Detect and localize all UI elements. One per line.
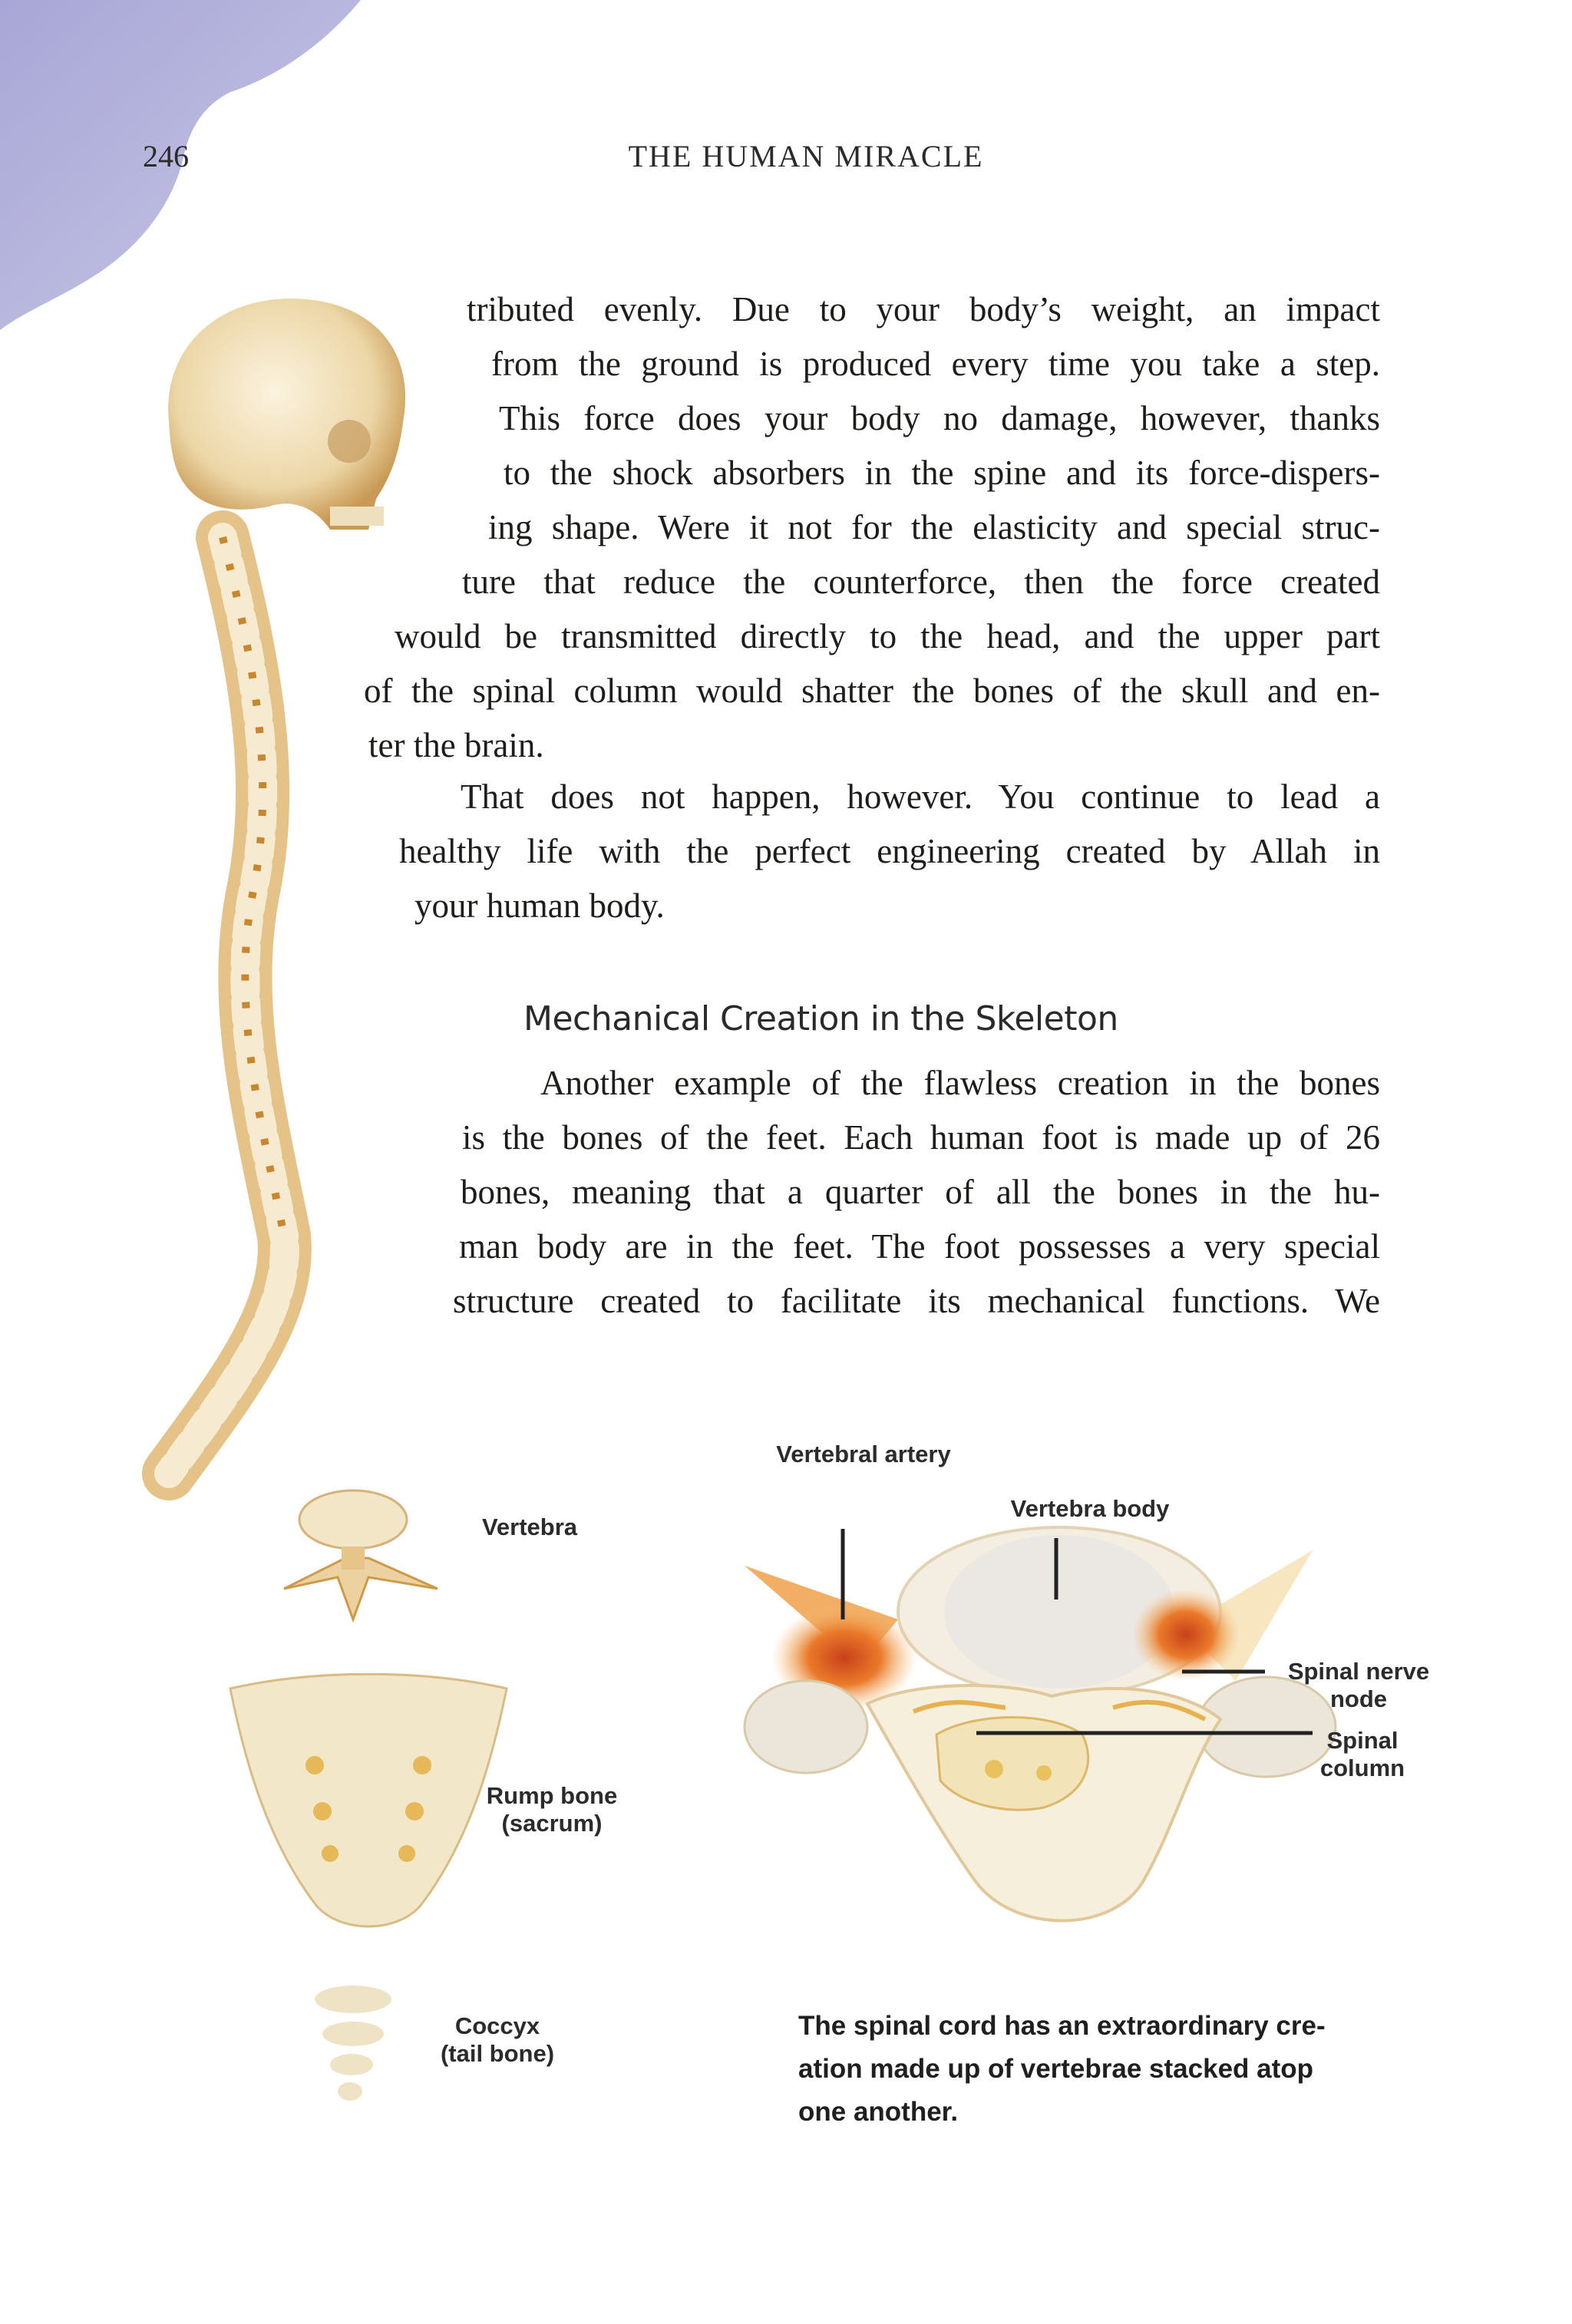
text-line: man body are in the feet. The foot possesses a very special (459, 1227, 1380, 1266)
label-line: (sacrum) (501, 1810, 603, 1837)
label-line: Rump bone (486, 1782, 618, 1809)
label-line: Spinal (1326, 1727, 1399, 1754)
label-line: column (1319, 1755, 1405, 1781)
page-number: 246 (143, 139, 189, 173)
text-line: structure created to facilitate its mechanical functions. We (453, 1282, 1380, 1320)
running-title: THE HUMAN MIRACLE (628, 139, 984, 173)
label-spinal-column (1305, 1727, 1420, 1782)
text-line: ter the brain. (368, 726, 544, 764)
label-vertebra-body: Vertebra body (1010, 1495, 1170, 1522)
label-vertebra: Vertebra (481, 1514, 578, 1540)
label-line: Coccyx (454, 2012, 540, 2039)
text-line: That does not happen, however. You continue to lead a (461, 777, 1380, 816)
text-line: Another example of the flawless creation in the bones (540, 1064, 1380, 1102)
label-line: Spinal nerve (1287, 1658, 1430, 1685)
caption-line: ation made up of vertebrae stacked atop (798, 2054, 1314, 2084)
text-line: ing shape. Were it not for the elasticity and special struc- (488, 508, 1380, 546)
label-rump-bone (471, 1782, 632, 1837)
text-line: This force does your body no damage, however, thanks (499, 399, 1380, 437)
section-subheading: Mechanical Creation in the Skeleton (523, 999, 1118, 1038)
text-line: of the spinal column would shatter the bones of the skull and en- (364, 672, 1380, 710)
text-line: from the ground is produced every time you take a step. (491, 345, 1380, 383)
text-line: ture that reduce the counterforce, then the force created (462, 563, 1380, 601)
figure-caption (798, 2005, 1389, 2134)
text-line: bones, meaning that a quarter of all the bones in the hu- (461, 1173, 1380, 1211)
label-vertebral-artery: Vertebral artery (776, 1441, 951, 1467)
label-coccyx (421, 2012, 574, 2068)
text-line: is the bones of the feet. Each human foot is made up of 26 (462, 1118, 1380, 1157)
text-line: tributed evenly. Due to your body’s weight, an impact (467, 290, 1380, 328)
text-line: to the shock absorbers in the spine and its force-dispers- (504, 454, 1380, 492)
caption-line: one another. (798, 2097, 959, 2127)
text-line: healthy life with the perfect engineering created by Allah in (399, 832, 1380, 870)
label-line: node (1329, 1685, 1388, 1712)
label-spinal-nerve-node (1267, 1658, 1451, 1713)
text-line: your human body. (414, 886, 665, 925)
label-line: (tail bone) (440, 2040, 555, 2067)
caption-line: The spinal cord has an extraordinary cre- (798, 2011, 1326, 2041)
text-line: would be transmitted directly to the head, and the upper part (395, 617, 1380, 655)
